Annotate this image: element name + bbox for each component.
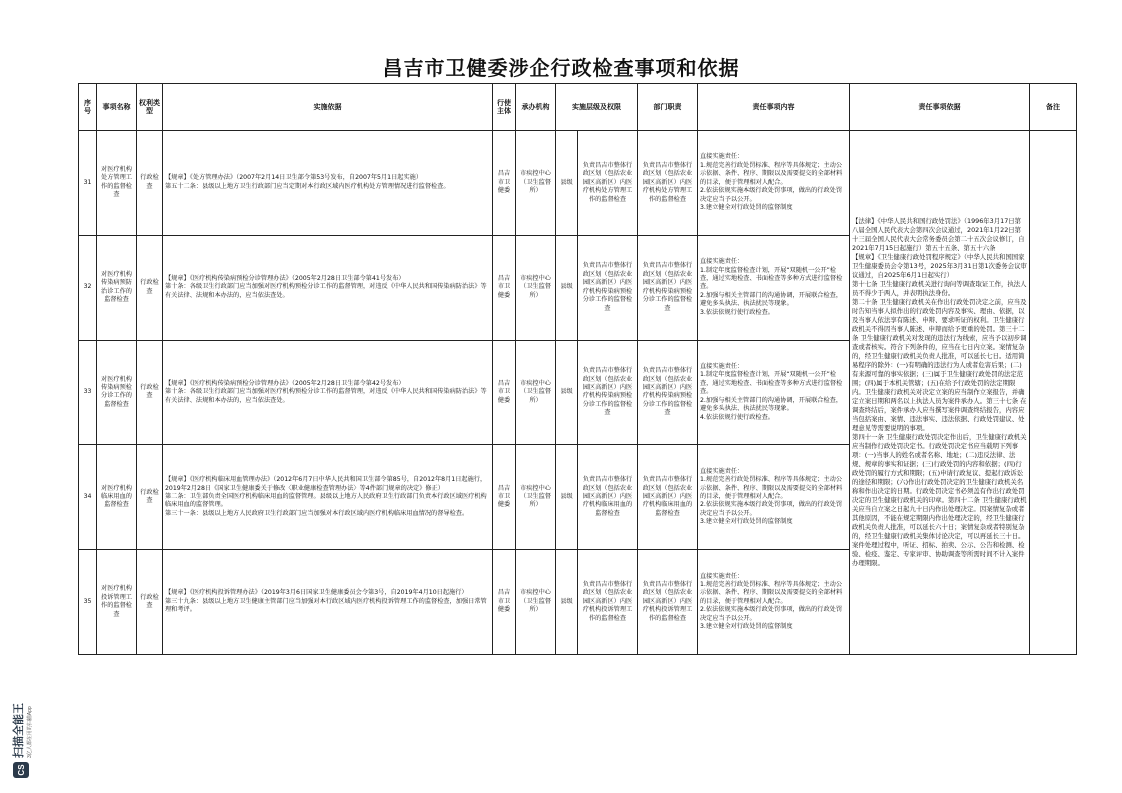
cell-level: 县级 — [556, 131, 578, 236]
header-level: 实施层级及权限 — [556, 84, 638, 131]
cell-type: 行政检查 — [137, 131, 163, 236]
table-row — [79, 131, 1077, 236]
cell-subject: 昌吉市卫健委 — [493, 445, 516, 550]
cell-duty: 负责昌吉市整体行政区划（包括农业园区高新区）内医疗机构传染病预检分诊工作的监督检查 — [638, 235, 698, 340]
cell-content: 直接实施责任： 1.制定年度监督检查计划，开展“双随机一公开”检查，通过实地检查、书面检查等多种方式进行监督检查。 2.加强与相关主管部门的沟通协调，开展联合检查，避免多头执法、执法扰民等现象。 3.依法依规行使行政检查。 — [698, 235, 850, 340]
header-duty: 部门职责 — [638, 84, 698, 131]
header-no: 序号 — [79, 84, 97, 131]
cell-type: 行政检查 — [137, 235, 163, 340]
cell-level: 县级 — [556, 445, 578, 550]
header-resp-basis: 责任事项依据 — [850, 84, 1030, 131]
cell-subject: 昌吉市卫健委 — [493, 340, 516, 445]
cell-name: 对医疗机构临床用血的监督检查 — [97, 445, 137, 550]
header-name: 事项名称 — [97, 84, 137, 131]
cell-basis: 【规章】《处方管理办法》（2007年2月14日卫生部令第53号发布，自2007年5月1日起实施） 第五十二条：县级以上地方卫生行政部门应当定期对本行政区域内医疗机构处方管理情况进行监督检查。 — [163, 131, 493, 236]
cell-remark — [1030, 131, 1077, 655]
header-content: 责任事项内容 — [698, 84, 850, 131]
cell-duty: 负责昌吉市整体行政区划（包括农业园区高新区）内医疗机构处方管理工作的监督检查 — [638, 131, 698, 236]
cell-basis: 【规章】《医疗机构临床用血管理办法》（2012年6月7日中华人民共和国卫生部令第85号，自2012年8月1日起施行，2019年2月28日《国家卫生健康委关于修改〈职业健康检查管理办法〉等4件部门规章的决定》修正） 第二条：卫生部负责全国医疗机构临床用血的监督管理。县级以上地方人民政府卫生行政部门负责本行政区域医疗机构临床用血的监督管理。 第三十一条：县级以上地方人民政府卫生行政部门应当加强对本行政区域内医疗机构临床用血情况的督导检查。 — [163, 445, 493, 550]
watermark-sub: 3亿人都在用的扫描App — [26, 706, 33, 758]
cell-responsibility-basis: 【法律】《中华人民共和国行政处罚法》（1996年3月17日第八届全国人民代表大会第四次会议通过，2021年1月22日第十三届全国人民代表大会常务委员会第二十五次会议修订，自2021年7月15日起施行）第五十五条、第五十六条 【规章】《卫生健康行政处罚程序规定》（中华人民共和国国家卫生健康委员会令第13号，2025年3月31日第1次委务会议审议通过，自2025年6月1日起实行） 第十七条 卫生健康行政机关进行询问等调查取证工作，执法人员不得少于两人，并表明执法身份。 第二十条 卫生健康行政机关在作出行政处罚决定之前，应当及时告知当事人拟作出的行政处罚内容及事实、理由、依据，以及当事人依法享有陈述、申辩、要求听证的权利。卫生健康行政机关不得因当事人陈述、申辩而给予更重的处罚。第三十二条 卫生健康行政机关对发现的违法行为线索，应当予以初步调查或者核实。符合下列条件的，应当在七日内立案。案情复杂的，经卫生健康行政机关负责人批准，可以延长七日。适用简易程序的除外：(一)有明确的违法行为人或者危害后果；(二)有来源可靠的事实依据；(三)属于卫生健康行政处罚的法定范围；(四)属于本机关管辖；(五)在给予行政处罚的法定期限内。卫生健康行政机关对决定立案的应当制作立案报告，并确定立案日期和两名以上执法人员为案件承办人。第三十七条 在调查终结后，案件承办人应当撰写案件调查终结报告，内容应当包括案由、案情、违法事实、违法依据、行政处罚建议、处理意见等需要说明的事项。 第四十一条 卫生健康行政处罚决定作出后，卫生健康行政机关应当制作行政处罚决定书。行政处罚决定书应当载明下列事项：(一)当事人的姓名或者名称、地址；(二)违反法律、法规、规章的事实和证据；(三)行政处罚的内容和依据；(四)行政处罚的履行方式和期限；(五)申请行政复议、提起行政诉讼的途径和期限；(六)作出行政处罚决定的卫生健康行政机关名称和作出决定的日期。行政处罚决定书必须盖有作出行政处罚决定的卫生健康行政机关的印章。第四十二条 卫生健康行政机关应当自立案之日起九十日内作出处理决定。因案情复杂或者其他原因，不能在规定期限内作出处理决定的，经卫生健康行政机关负责人批准，可以延长六十日；案情复杂或者特别复杂的，经卫生健康行政机关集体讨论决定，可以再延长三十日。 案件处理过程中，听证、招标、拍卖、公示、公告和检测、检验、检疫、鉴定、专家评审、协助调查等所需时间不计入案件办理期限。 — [850, 131, 1030, 655]
header-type: 权利类型 — [137, 84, 163, 131]
cell-no: 33 — [79, 340, 97, 445]
cell-agency: 市疾控中心（卫生监督所） — [516, 340, 556, 445]
watermark-name: 扫描全能王 — [12, 703, 25, 758]
header-remark: 备注 — [1030, 84, 1077, 131]
cell-agency: 市疾控中心（卫生监督所） — [516, 131, 556, 236]
cell-duty: 负责昌吉市整体行政区划（包括农业园区高新区）内医疗机构传染病预检分诊工作的监督检查 — [638, 340, 698, 445]
cell-subject: 昌吉市卫健委 — [493, 131, 516, 236]
page-title: 昌吉市卫健委涉企行政检查事项和依据 — [382, 56, 740, 80]
scanner-watermark — [2, 610, 33, 780]
cell-authority: 负责昌吉市整体行政区划（包括农业园区高新区）内医疗机构传染病预检分诊工作的监督检查 — [578, 235, 638, 340]
camscanner-logo-icon: CS — [13, 762, 29, 778]
cell-level: 县级 — [556, 235, 578, 340]
cell-subject: 昌吉市卫健委 — [493, 550, 516, 655]
inspection-table — [78, 83, 1077, 655]
table-header-row — [79, 84, 1077, 131]
cell-name: 对医疗机构传染病预检分诊工作的监督检查 — [97, 340, 137, 445]
cell-type: 行政检查 — [137, 550, 163, 655]
cell-name: 对医疗机构处方管理工作的监督检查 — [97, 131, 137, 236]
cell-no: 32 — [79, 235, 97, 340]
cell-duty: 负责昌吉市整体行政区划（包括农业园区高新区）内医疗机构投诉管理工作的监督检查 — [638, 550, 698, 655]
cell-authority: 负责昌吉市整体行政区划（包括农业园区高新区）内医疗机构投诉管理工作的监督检查 — [578, 550, 638, 655]
cell-agency: 市疾控中心（卫生监督所） — [516, 445, 556, 550]
cell-basis: 【规章】《医疗机构投诉管理办法》（2019年3月6日国家卫生健康委员会令第3号，自2019年4月10日起施行） 第三十九条：县级以上地方卫生健康主管部门应当加强对本行政区域内医疗机构投诉管理工作的监督检查，加强日常管理和考评。 — [163, 550, 493, 655]
cell-agency: 市疾控中心（卫生监督所） — [516, 235, 556, 340]
cell-authority: 负责昌吉市整体行政区划（包括农业园区高新区）内医疗机构临床用血的监督检查 — [578, 445, 638, 550]
cell-authority: 负责昌吉市整体行政区划（包括农业园区高新区）内医疗机构传染病预检分诊工作的监督检查 — [578, 340, 638, 445]
header-subject: 行使主体 — [493, 84, 516, 131]
cell-basis: 【规章】《医疗机构传染病预检分诊管理办法》（2005年2月28日卫生部令第42号发布） 第十条：各级卫生行政部门应当加强对医疗机构预检分诊工作的监督管理，对违反《中华人民共和国传染病防治法》等有关法律、法规和本办法的，应当依法查处。 — [163, 340, 493, 445]
cell-no: 35 — [79, 550, 97, 655]
cell-subject: 昌吉市卫健委 — [493, 235, 516, 340]
cell-content: 直接实施责任： 1.规范完善行政处罚标准、程序等具体规定；主动公示依据、条件、程序、期限以及需要提交的全部材料的目录，便于管理相对人配合。 2.依法依规实施本级行政处罚事项，做出的行政处罚决定应当予以公开。 3.建立健全对行政处罚的监督制度 — [698, 131, 850, 236]
cell-basis: 【规章】《医疗机构传染病预检分诊管理办法》（2005年2月28日卫生部令第41号发布） 第十条：各级卫生行政部门应当加强对医疗机构预检分诊工作的监督管理，对违反《中华人民共和国传染病防治法》等有关法律、法规和本办法的，应当依法查处。 — [163, 235, 493, 340]
cell-content: 直接实施责任： 1.制定年度监督检查计划，开展“双随机一公开”检查，通过实地检查、书面检查等多种方式进行监督检查。 2.加强与相关主管部门的沟通协调，开展联合检查，避免多头执法、执法扰民等现象。 4.依法依规行使行政检查。 — [698, 340, 850, 445]
cell-name: 对医疗机构传染病预防治诊工作的监督检查 — [97, 235, 137, 340]
cell-type: 行政检查 — [137, 340, 163, 445]
cell-no: 31 — [79, 131, 97, 236]
cell-content: 直接实施责任： 1.规范完善行政处罚标准、程序等具体规定；主动公示依据、条件、程序、期限以及需要提交的全部材料的目录，便于管理相对人配合。 2.依法依规实施本级行政处罚事项，做出的行政处罚决定应当予以公开。 3.建立健全对行政处罚的监督制度 — [698, 550, 850, 655]
cell-authority: 负责昌吉市整体行政区划（包括农业园区高新区）内医疗机构处方管理工作的监督检查 — [578, 131, 638, 236]
header-basis: 实施依据 — [163, 84, 493, 131]
cell-agency: 市疾控中心（卫生监督所） — [516, 550, 556, 655]
cell-content: 直接实施责任： 1.规范完善行政处罚标准、程序等具体规定；主动公示依据、条件、程序、期限以及需要提交的全部材料的目录，便于管理相对人配合。 2.依法依规实施本级行政处罚事项，做出的行政处罚决定应当予以公开。 3.建立健全对行政处罚的监督制度 — [698, 445, 850, 550]
cell-level: 县级 — [556, 340, 578, 445]
cell-no: 34 — [79, 445, 97, 550]
cell-type: 行政检查 — [137, 445, 163, 550]
header-agency: 承办机构 — [516, 84, 556, 131]
cell-name: 对医疗机构投诉管理工作的监督检查 — [97, 550, 137, 655]
cell-duty: 负责昌吉市整体行政区划（包括农业园区高新区）内医疗机构临床用血的监督检查 — [638, 445, 698, 550]
cell-level: 县级 — [556, 550, 578, 655]
